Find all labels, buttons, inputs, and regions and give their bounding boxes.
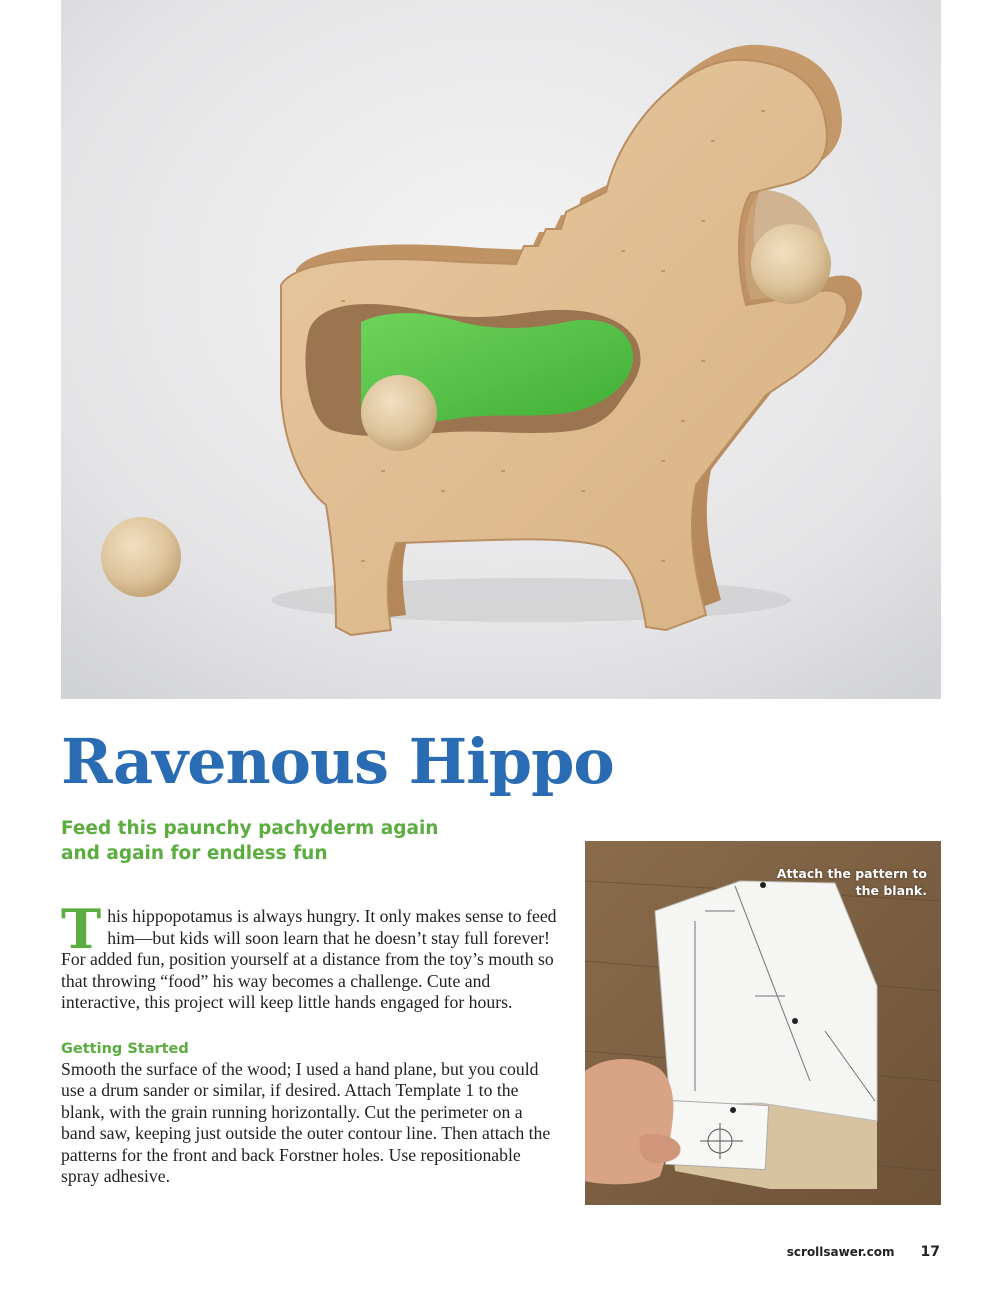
drop-cap: T	[61, 897, 102, 961]
intro-text: his hippopotamus is always hungry. It only makes sense to feed him—but kids will soon learn that he doesn’t stay full forever! For added fun, position yourself at a distance from the toy’s mouth so that throwing “food” his way becomes a challenge. Cute and interactive, this project will keep little hands engaged for hours.	[61, 906, 557, 1012]
hero-photo	[61, 0, 941, 699]
inset-photo	[585, 841, 941, 1205]
site-url: scrollsawer.com	[786, 1245, 895, 1259]
article-subtitle: Feed this paunchy pachyderm again and again for endless fun	[61, 818, 439, 864]
article-title: Ravenous Hippo	[61, 725, 614, 798]
inset-caption: Attach the pattern to the blank.	[776, 866, 927, 898]
section-heading: Getting Started	[61, 1040, 189, 1057]
page-number: 17	[920, 1244, 940, 1260]
wooden-hippo-toy-icon	[61, 0, 941, 699]
intro-paragraph	[61, 897, 561, 1014]
page-footer	[787, 1244, 940, 1260]
article-body	[61, 897, 561, 1188]
section-paragraph: Smooth the surface of the wood; I used a hand plane, but you could use a drum sander or similar, if desired. Attach Template 1 to the blank, with the grain running horizontally. Cut the perimeter on a band saw, keeping just outside the outer contour line. Then attach the patterns for the front and back Forstner holes. Use repositionable spray adhesive.	[61, 1058, 551, 1186]
